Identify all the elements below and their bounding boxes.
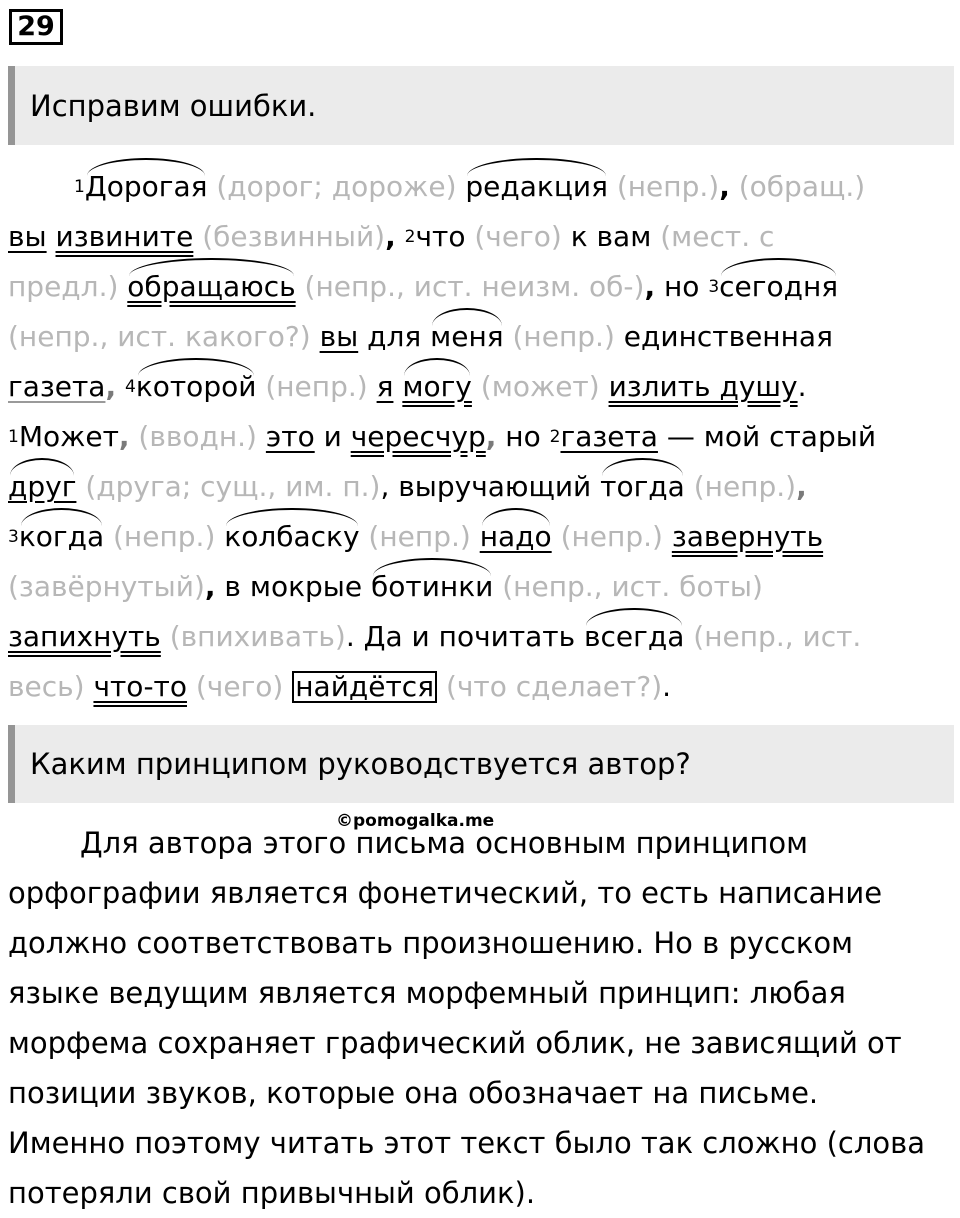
note: (непр.) bbox=[503, 320, 624, 353]
note: (обращ.) bbox=[729, 170, 866, 203]
word-izvinite: извините bbox=[55, 220, 194, 253]
note: (безвинный) bbox=[193, 220, 386, 253]
text: . bbox=[797, 370, 807, 403]
letter-line bbox=[8, 212, 954, 262]
note: (вводн.) bbox=[129, 420, 266, 453]
note: (непр., ист. bbox=[684, 620, 862, 653]
note: (чего) bbox=[465, 220, 571, 253]
word-vy: вы bbox=[8, 220, 47, 253]
letter-line bbox=[8, 312, 954, 362]
word-segodnya: сегодня bbox=[719, 262, 838, 312]
word-vy: вы bbox=[319, 320, 359, 353]
text: для bbox=[358, 320, 431, 353]
punctuation: , bbox=[644, 270, 656, 303]
word-zavernut: завернуть bbox=[671, 520, 824, 553]
watermark: ©pomogalka.me bbox=[336, 811, 495, 831]
word-chto-to: что-то bbox=[93, 670, 187, 703]
note: (впихивать) bbox=[160, 620, 346, 653]
word-chto: что bbox=[415, 220, 466, 253]
answer-line: морфема сохраняет графический облик, не зависящий от bbox=[8, 1026, 902, 1060]
text: и bbox=[314, 420, 351, 453]
letter-line bbox=[8, 412, 954, 462]
sentence-number: 1 bbox=[8, 427, 19, 447]
answer-line: должно соответствовать произношению. Но в русском bbox=[8, 926, 854, 960]
word-naydyotsya: найдётся bbox=[292, 671, 437, 703]
text: но bbox=[496, 420, 550, 453]
word-kogda: когда bbox=[19, 512, 104, 562]
note: (чего) bbox=[186, 670, 293, 703]
note: (непр.) bbox=[607, 170, 720, 203]
answer-line: Именно поэтому читать этот текст было так сложно (слова bbox=[8, 1126, 925, 1160]
word-togda: тогда bbox=[600, 462, 685, 512]
note: (непр., ист. боты) bbox=[493, 570, 763, 603]
word-dorogaya: Дорогая bbox=[85, 162, 208, 212]
note: (дорог; дороже) bbox=[207, 170, 466, 203]
sentence-number: 4 bbox=[125, 377, 136, 397]
letter-line bbox=[8, 562, 954, 612]
note: (непр.) bbox=[684, 470, 797, 503]
answer-line: языке ведущим является морфемный принцип: любая bbox=[8, 976, 846, 1010]
word-ya: я bbox=[376, 370, 394, 403]
sentence-number: 3 bbox=[8, 527, 19, 547]
punctuation: , bbox=[485, 420, 497, 453]
task-number: 29 bbox=[9, 9, 63, 45]
word-k-vam: к вам bbox=[570, 220, 652, 253]
note: (непр.) bbox=[359, 520, 480, 553]
note: (непр.) bbox=[551, 520, 672, 553]
punctuation: , bbox=[118, 420, 130, 453]
answer-line: потеряли свой привычный облик). bbox=[8, 1176, 536, 1210]
note: (что сделает?) bbox=[437, 670, 663, 703]
text: в мокрые bbox=[215, 570, 372, 603]
word-kotoroy: которой bbox=[136, 362, 257, 412]
letter-line bbox=[8, 512, 954, 562]
text: . Да и почитать bbox=[345, 620, 585, 653]
section-header-principle bbox=[8, 725, 954, 803]
word-botinki: ботинки bbox=[371, 562, 493, 612]
note: (мест. с bbox=[651, 220, 775, 253]
note: весь) bbox=[8, 670, 94, 703]
note: (непр., ист. неизм. об-) bbox=[295, 270, 645, 303]
sentence-number: 2 bbox=[549, 427, 561, 447]
letter-line bbox=[8, 612, 954, 662]
word-menya: меня bbox=[430, 312, 504, 362]
word-redaktsiya: редакция bbox=[465, 162, 608, 212]
letter-line bbox=[8, 462, 954, 512]
word-gazeta: газета bbox=[560, 420, 658, 453]
note: (может) bbox=[471, 370, 609, 403]
section-header-corrections bbox=[8, 66, 954, 145]
section-title: Каким принципом руководствуется автор? bbox=[30, 747, 691, 781]
word-gazeta: газета bbox=[8, 370, 106, 403]
answer-text bbox=[8, 818, 954, 1218]
letter-line bbox=[8, 262, 954, 312]
note: (непр.) bbox=[256, 370, 377, 403]
letter-line bbox=[8, 662, 954, 712]
punctuation: , bbox=[105, 370, 117, 403]
word-mogu: могу bbox=[402, 362, 472, 412]
word-izlit-dushu: излить душу bbox=[608, 370, 798, 403]
word-kolbasku: колбаску bbox=[224, 512, 359, 562]
word-eto: это bbox=[265, 420, 315, 453]
word-mozhet: Может bbox=[18, 420, 119, 453]
answer-line: орфографии является фонетический, то есть написание bbox=[8, 876, 883, 910]
letter-line bbox=[8, 362, 954, 412]
word-vsegda: всегда bbox=[584, 612, 684, 662]
punctuation: , bbox=[204, 570, 216, 603]
word-drug: друг bbox=[8, 462, 76, 512]
punctuation: , bbox=[719, 170, 730, 203]
section-title: Исправим ошибки. bbox=[30, 88, 317, 123]
letter-line bbox=[8, 162, 954, 212]
word-obrashchayus: обращаюсь bbox=[127, 262, 295, 312]
text: но bbox=[655, 270, 709, 303]
word-nado: надо bbox=[480, 512, 552, 562]
punctuation: , bbox=[385, 220, 396, 253]
sentence-number: 1 bbox=[74, 177, 85, 197]
corrected-letter bbox=[8, 162, 954, 712]
punctuation: , bbox=[796, 470, 807, 503]
text: — мой старый bbox=[657, 420, 877, 453]
answer-line: Для автора этого письма основным принципом bbox=[80, 826, 808, 860]
answer-line: позиции звуков, которые она обозначает на письме. bbox=[8, 1076, 819, 1110]
text: , выручающий bbox=[380, 470, 601, 503]
sentence-number: 2 bbox=[404, 227, 416, 247]
note: предл.) bbox=[8, 270, 128, 303]
sentence-number: 3 bbox=[708, 277, 720, 297]
word-chereschur: чересчур bbox=[350, 420, 486, 453]
text: единственная bbox=[623, 320, 833, 353]
note: (друга; сущ., им. п.) bbox=[76, 470, 381, 503]
word-zapikhnut: запихнуть bbox=[8, 620, 161, 653]
note: (непр., ист. какого?) bbox=[8, 320, 320, 353]
note: (завёрнутый) bbox=[8, 570, 205, 603]
text: . bbox=[662, 670, 672, 703]
note: (непр.) bbox=[104, 520, 225, 553]
